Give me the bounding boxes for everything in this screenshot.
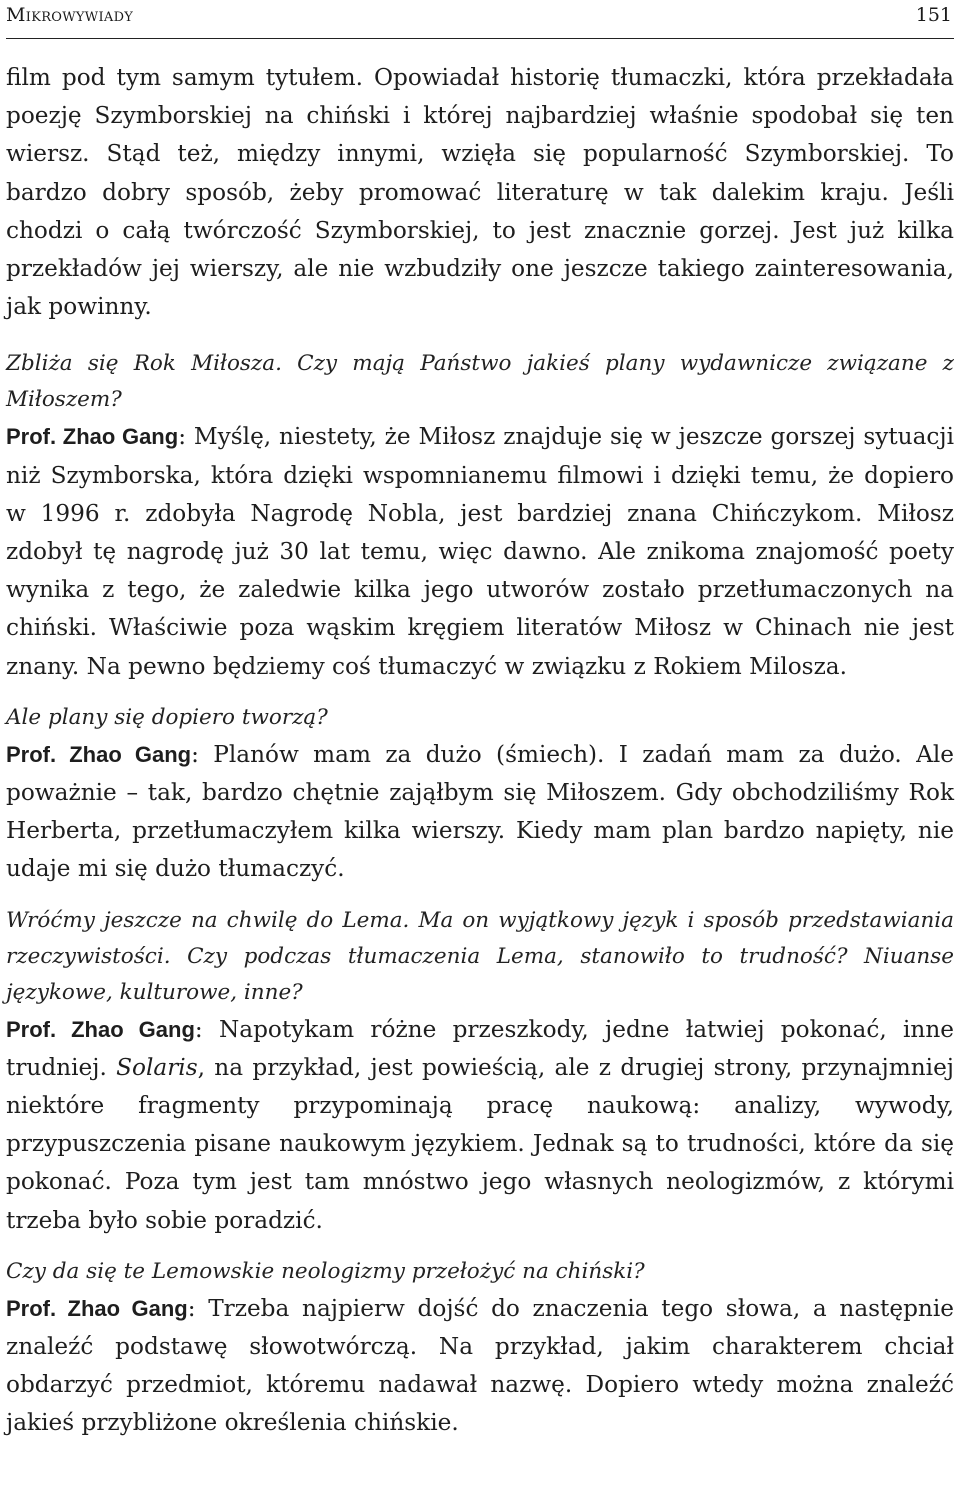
interview-question: Wróćmy jeszcze na chwilę do Lema. Ma on wyjątkowy język i sposób przedstawiania rzeczywistości. Czy podczas tłumaczenia Lema, stanowiło to trudność? Niuanse językowe, kulturowe, inne? bbox=[6, 907, 954, 1005]
interview-answer bbox=[6, 1290, 954, 1443]
interview-question: Czy da się te Lemowskie neologizmy przełożyć na chiński? bbox=[6, 1258, 645, 1284]
interview-answer bbox=[6, 736, 954, 889]
interview-question: Ale plany się dopiero tworzą? bbox=[6, 704, 328, 730]
book-title: Solaris bbox=[116, 1053, 198, 1081]
speaker-name: Prof. Zhao Gang bbox=[6, 424, 179, 450]
answer-text: : Trzeba najpierw dojść do znaczenia tego słowa, a następnie znaleźć podstawę słowotwórczą. Na przykład, jakim charakterem chciał obdarzyć przedmiot, któremu nadawał nazwę. Dopiero wtedy można znaleźć jakieś przybliżone określenia chińskie. bbox=[6, 1294, 954, 1437]
running-title: Mikrowywiady bbox=[6, 4, 134, 26]
paragraph-continuation: film pod tym samym tytułem. Opowiadał historię tłumaczki, która przekładała poezję Szymborskiej na chiński i której najbardziej właśnie spodobał się ten wiersz. Stąd też, między innymi, wzięła się popularność Szymborskiej. To bardzo dobry sposób, żeby promować literaturę w tak dalekim kraju. Jeśli chodzi o całą twórczość Szymborskiej, to jest znacznie gorzej. Jest już kilka przekładów jej wierszy, ale nie wzbudziły one jeszcze takiego zainteresowania, jak powinny. bbox=[6, 64, 954, 321]
running-header bbox=[6, 2, 954, 39]
answer-text: , na przykład, jest powieścią, ale z drugiej strony, przynajmniej niektóre fragmenty przypominają pracę naukową: analizy, wywody, przypuszczenia pisane naukowym językiem. Jednak są to trudności, które da się pokonać. Poza tym jest tam mnóstwo jego własnych neologizmów, z którymi trzeba było sobie poradzić. bbox=[6, 1053, 954, 1234]
interview-question: Zbliża się Rok Miłosza. Czy mają Państwo jakieś plany wydawnicze związane z Miłoszem? bbox=[6, 351, 954, 413]
answer-text: : Planów mam za dużo (śmiech). I zadań mam za dużo. Ale poważnie – tak, bardzo chętnie zająłbym się Miłoszem. Gdy obchodziliśmy Rok Herberta, przetłumaczyłem kilka wierszy. Kiedy mam plan bardzo napięty, nie udaje mi się dużo tłumaczyć. bbox=[6, 740, 954, 883]
answer-text: : Myślę, niestety, że Miłosz znajduje się w jeszcze gorszej sytuacji niż Szymborska, która dzięki wspomnianemu filmowi i dzięki temu, że dopiero w 1996 r. zdobyła Nagrodę Nobla, jest bardziej znana Chińczykom. Miłosz zdobył tę nagrodę już 30 lat temu, więc dawno. Ale znikoma znajomość poety wynika z tego, że zaledwie kilka jego utworów zostało przetłumaczonych na chiński. Właściwie poza wąskim kręgiem literatów Miłosz w Chinach nie jest znany. Na pewno będziemy coś tłumaczyć w związku z Rokiem Milosza. bbox=[6, 423, 954, 680]
interview-answer bbox=[6, 418, 954, 685]
speaker-name: Prof. Zhao Gang bbox=[6, 1016, 195, 1042]
speaker-name: Prof. Zhao Gang bbox=[6, 1295, 188, 1321]
body-text bbox=[6, 59, 954, 1443]
interview-answer bbox=[6, 1011, 954, 1240]
answer-text: : Napotykam różne przeszkody, jedne łatwiej pokonać, inne trudniej. bbox=[6, 1015, 954, 1081]
speaker-name: Prof. Zhao Gang bbox=[6, 741, 192, 767]
page-number: 151 bbox=[915, 4, 952, 26]
